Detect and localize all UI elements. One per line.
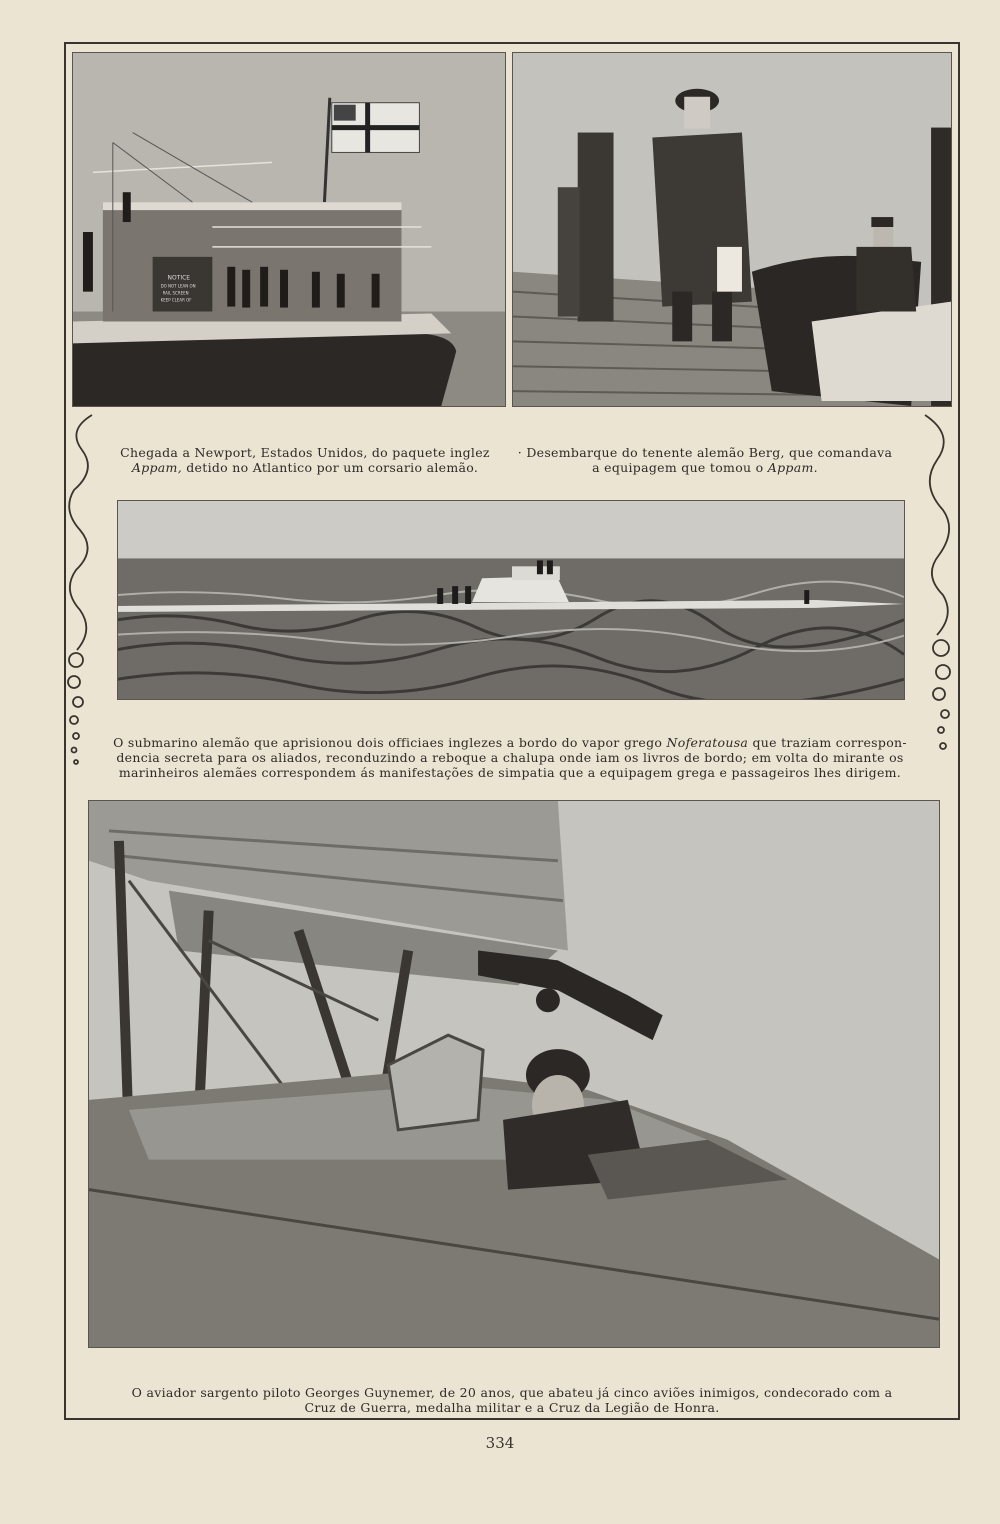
caption-submarine-line2: dencia secreta para os aliados, reconduzindo a reboque a chalupa onde iam os livros de bordo; em volta do mirante os: [116, 750, 904, 765]
caption-submarine-line3: marinheiros alemães correspondem ás manifestações de simpatia que a equipagem grega e passageiros lhes dirigem.: [118, 765, 902, 780]
right-ornament: [915, 410, 960, 770]
caption-aviator-line2: Cruz de Guerra, medalha militar e a Cruz da Legião de Honra.: [304, 1400, 720, 1415]
ship-notice-line1: NOTICE: [167, 274, 191, 282]
page-number: 334: [485, 1434, 515, 1452]
caption-submarine-ship-name: Noferatousa: [666, 735, 749, 750]
ship-notice-line2: DO NOT LEAN ON: [160, 283, 196, 289]
photo-submarine: [117, 500, 905, 700]
ship-notice-line3: RAIL SCREEN: [162, 290, 189, 296]
photo-berg-disembark: [512, 52, 952, 407]
photo-appam-ship: [72, 52, 506, 407]
caption-newport-line2: detido no Atlantico por um corsario alemão.: [181, 460, 479, 475]
caption-submarine: [100, 735, 920, 780]
caption-berg-line2: a equipagem que tomou o: [592, 460, 768, 475]
caption-submarine-line1a: O submarino alemão que aprisionou dois officiaes inglezes a bordo do vapor grego: [113, 735, 667, 750]
caption-aviator: [80, 1385, 944, 1415]
photo-aviator-guynemer: [88, 800, 940, 1348]
caption-submarine-line1b: que traziam correspon-: [748, 735, 907, 750]
ship-notice-line4: KEEP CLEAR OF: [160, 297, 192, 303]
caption-berg-appam: Appam.: [767, 460, 818, 475]
left-ornament: [62, 410, 102, 790]
caption-newport-appam: Appam,: [131, 460, 182, 475]
caption-berg: [500, 445, 910, 475]
caption-berg-line1: · Desembarque do tenente alemão Berg, que comandava: [517, 445, 893, 460]
caption-newport: [100, 445, 510, 475]
caption-newport-line1: Chegada a Newport, Estados Unidos, do paquete inglez: [120, 445, 490, 460]
caption-aviator-line1: O aviador sargento piloto Georges Guynemer, de 20 anos, que abateu já cinco aviões inimigos, condecorado com a: [131, 1385, 893, 1400]
